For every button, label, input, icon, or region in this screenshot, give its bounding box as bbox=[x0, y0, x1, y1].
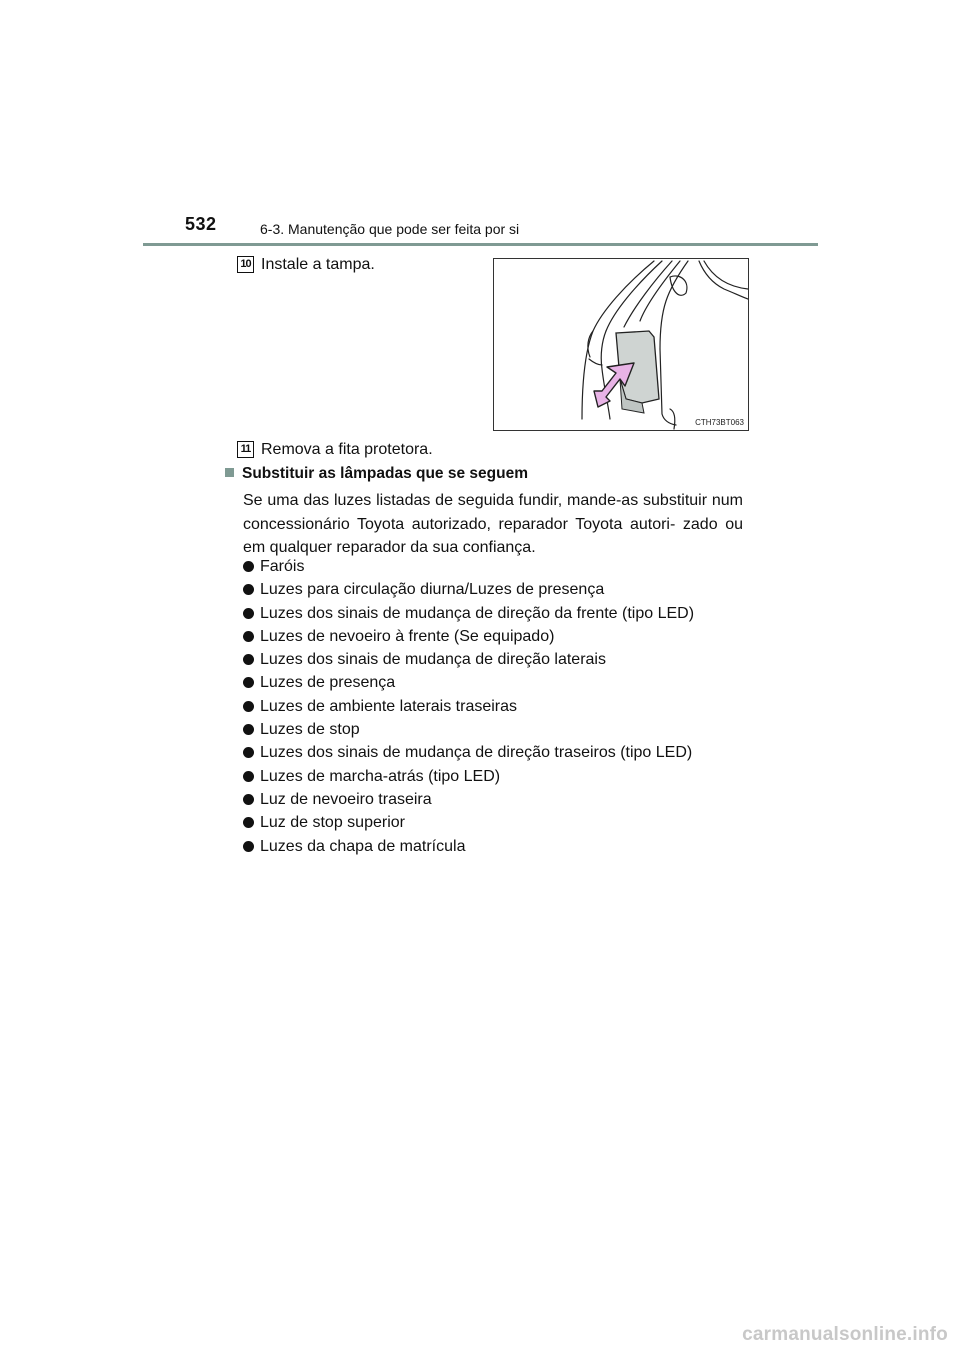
section-heading bbox=[225, 465, 528, 483]
bullet-icon bbox=[243, 631, 254, 642]
header-divider bbox=[143, 243, 818, 246]
bullet-icon bbox=[243, 817, 254, 828]
list-item: Luzes da chapa de matrícula bbox=[243, 835, 694, 858]
illustration-figure bbox=[493, 258, 749, 431]
bullet-icon bbox=[243, 584, 254, 595]
list-item: Luzes dos sinais de mudança de direção traseiros (tipo LED) bbox=[243, 741, 694, 764]
section-heading-text: Substituir as lâmpadas que se seguem bbox=[242, 465, 528, 482]
bullet-icon bbox=[243, 794, 254, 805]
list-item: Luz de stop superior bbox=[243, 811, 694, 834]
list-item: Luzes de presença bbox=[243, 671, 694, 694]
list-item: Luzes dos sinais de mudança de direção da frente (tipo LED) bbox=[243, 602, 694, 625]
tail-light-cover-illustration bbox=[494, 259, 748, 430]
step-number-badge: 11 bbox=[237, 441, 254, 458]
section-paragraph: Se uma das luzes listadas de seguida fundir, mande-as substituir num concessionário Toyota autorizado, reparador Toyota autori- zado ou em qualquer reparador da sua confiança. bbox=[243, 492, 743, 556]
step-instruction: Instale a tampa. bbox=[261, 256, 375, 273]
list-item: Luzes de nevoeiro à frente (Se equipado) bbox=[243, 625, 694, 648]
list-item: Faróis bbox=[243, 555, 694, 578]
bullet-icon bbox=[243, 701, 254, 712]
section-header: 6-3. Manutenção que pode ser feita por si bbox=[260, 221, 520, 237]
list-item: Luzes de ambiente laterais traseiras bbox=[243, 695, 694, 718]
bullet-icon bbox=[243, 724, 254, 735]
bullet-icon bbox=[243, 561, 254, 572]
list-item: Luzes dos sinais de mudança de direção laterais bbox=[243, 648, 694, 671]
bullet-icon bbox=[243, 608, 254, 619]
square-bullet-icon bbox=[225, 468, 234, 477]
bulb-list bbox=[243, 555, 694, 858]
figure-code: CTH73BT063 bbox=[695, 418, 744, 427]
bullet-icon bbox=[243, 654, 254, 665]
bullet-icon bbox=[243, 771, 254, 782]
list-item: Luzes de stop bbox=[243, 718, 694, 741]
list-item: Luzes de marcha-atrás (tipo LED) bbox=[243, 765, 694, 788]
bullet-icon bbox=[243, 747, 254, 758]
step-number-badge: 10 bbox=[237, 256, 254, 273]
site-watermark: carmanualsonline.info bbox=[742, 1324, 948, 1345]
step-instruction: Remova a fita protetora. bbox=[261, 441, 433, 458]
list-item: Luz de nevoeiro traseira bbox=[243, 788, 694, 811]
bullet-icon bbox=[243, 677, 254, 688]
list-item: Luzes para circulação diurna/Luzes de presença bbox=[243, 578, 694, 601]
page-number: 532 bbox=[185, 214, 217, 234]
bullet-icon bbox=[243, 841, 254, 852]
